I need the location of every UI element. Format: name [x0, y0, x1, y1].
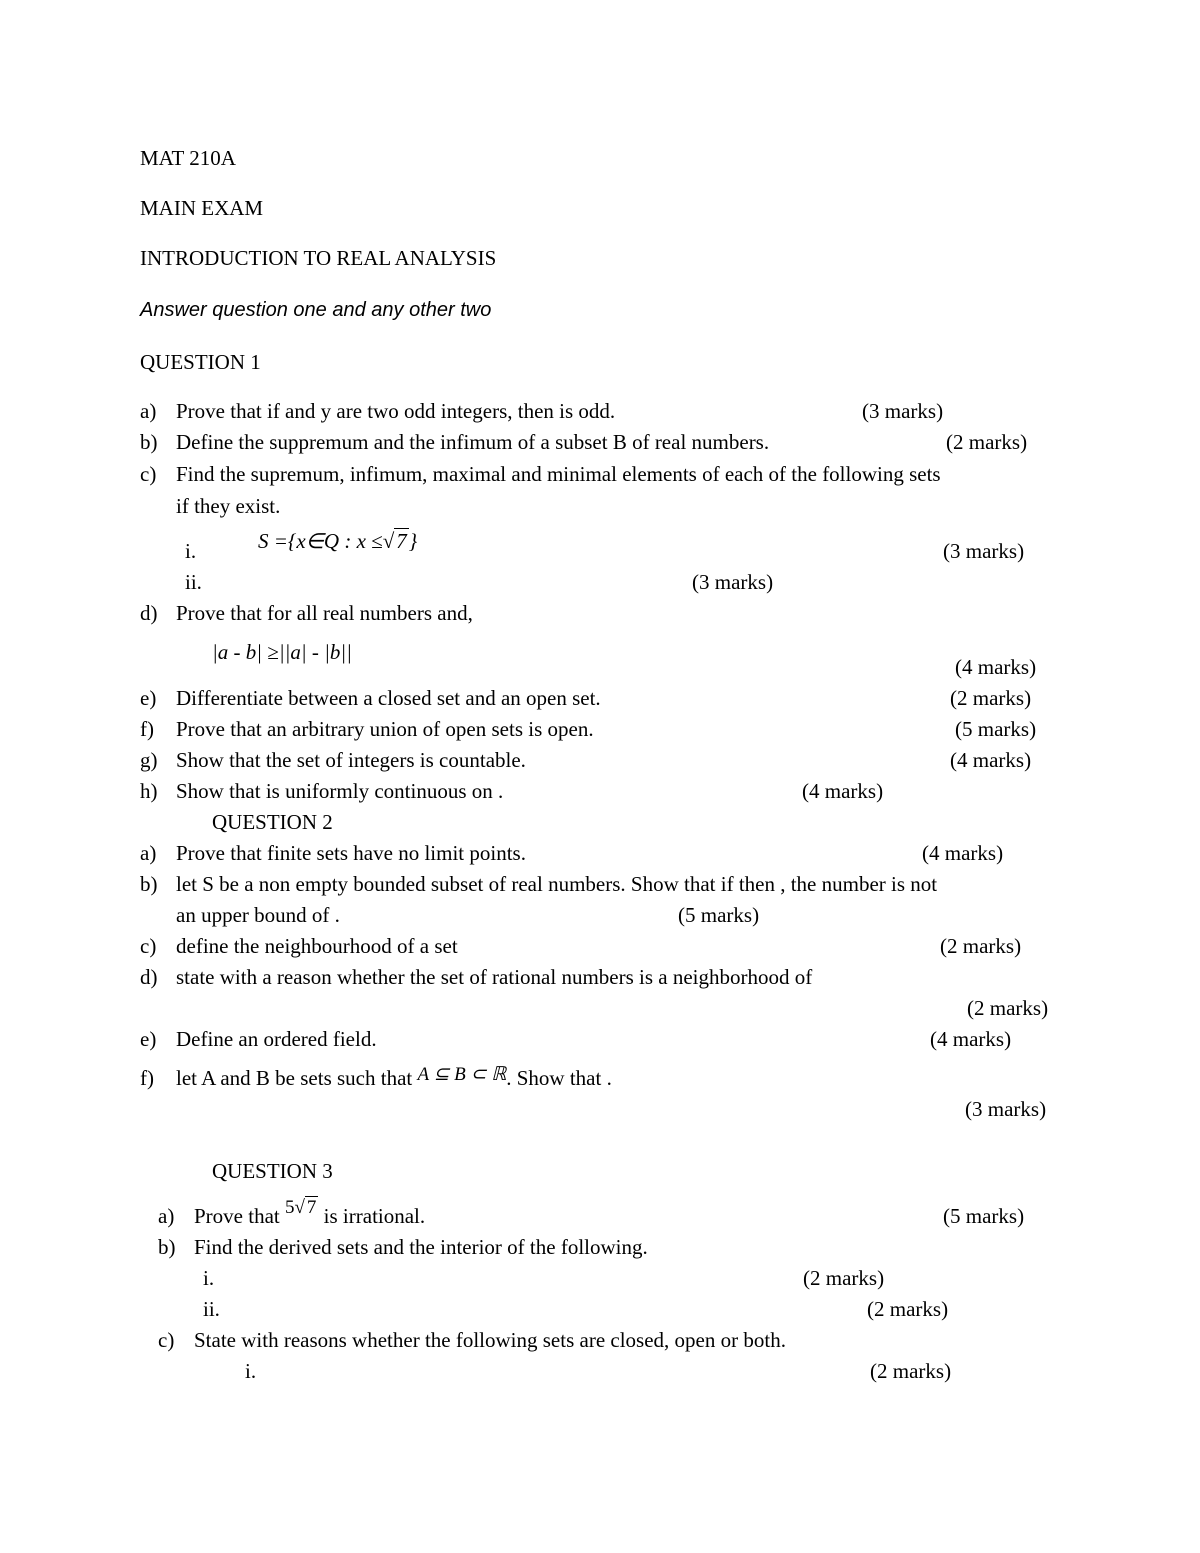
- radicand: 7: [306, 1197, 317, 1218]
- q1-d-text: Prove that for all real numbers and,: [176, 601, 473, 625]
- q1-c-text-1: Find the supremum, infimum, maximal and minimal elements of each of the following sets: [176, 462, 941, 486]
- q2-e-marks: (4 marks): [930, 1027, 1012, 1051]
- closing-brace: }: [408, 529, 418, 553]
- q2-b-label: b): [140, 872, 158, 896]
- q3-a-marks: (5 marks): [943, 1204, 1025, 1228]
- q1-f-label: f): [140, 717, 154, 741]
- q3-b-text: Find the derived sets and the interior of the following.: [194, 1235, 648, 1259]
- q1-e-label: e): [140, 686, 157, 710]
- q1-a-label: a): [140, 399, 157, 423]
- q1-g-text: Show that the set of integers is countable.: [176, 748, 526, 772]
- q2-c-text: define the neighbourhood of a set: [176, 934, 458, 958]
- q3-b-i-marks: (2 marks): [803, 1266, 885, 1290]
- q3-c-label: c): [158, 1328, 175, 1352]
- five-root-seven: [285, 1197, 318, 1218]
- q3-a-label: a): [158, 1204, 175, 1228]
- question-3-title: QUESTION 3: [212, 1159, 333, 1183]
- q1-a-marks: (3 marks): [862, 399, 944, 423]
- course-title: INTRODUCTION TO REAL ANALYSIS: [140, 246, 497, 270]
- q1-c-i-formula: [258, 528, 417, 554]
- q1-d-label: d): [140, 601, 158, 625]
- q1-c-i-label: i.: [185, 539, 197, 563]
- q1-c-ii-label: ii.: [185, 570, 202, 594]
- q3-b-i-label: i.: [203, 1266, 215, 1290]
- q3-a-line: [194, 1197, 426, 1231]
- q1-f-text: Prove that an arbitrary union of open sets is open.: [176, 717, 594, 741]
- q2-b-text-1: let S be a non empty bounded subset of real numbers. Show that if then , the number is not: [176, 872, 938, 896]
- q2-d-text: state with a reason whether the set of rational numbers is a neighborhood of: [176, 965, 813, 989]
- q2-b-marks: (5 marks): [678, 903, 760, 927]
- q1-c-i-marks: (3 marks): [943, 539, 1025, 563]
- exam-type: MAIN EXAM: [140, 196, 264, 220]
- q1-c-label: c): [140, 462, 157, 486]
- q1-h-text: Show that is uniformly continuous on .: [176, 779, 504, 803]
- q1-d-marks: (4 marks): [955, 655, 1037, 679]
- radicand: 7: [396, 529, 407, 553]
- q1-d-formula: |a - b| ≥||a| - |b||: [212, 640, 352, 664]
- q3-a-text-pre: Prove that: [194, 1204, 285, 1228]
- q2-c-label: c): [140, 934, 157, 958]
- q1-b-text: Define the suppremum and the infimum of a subset B of real numbers.: [176, 430, 770, 454]
- q1-g-marks: (4 marks): [950, 748, 1032, 772]
- course-code: MAT 210A: [140, 146, 236, 170]
- q2-a-label: a): [140, 841, 157, 865]
- square-root: √ 7: [294, 1197, 317, 1218]
- set-s-expression: S ={x∈Q : x ≤: [258, 529, 383, 553]
- q3-b-ii-marks: (2 marks): [867, 1297, 949, 1321]
- q2-f-text-pre: let A and B be sets such that: [176, 1066, 418, 1090]
- q1-h-marks: (4 marks): [802, 779, 884, 803]
- q2-f-label: f): [140, 1066, 154, 1090]
- q3-c-i-label: i.: [245, 1359, 257, 1383]
- q2-f-marks: (3 marks): [965, 1097, 1047, 1121]
- subset-formula: A ⊆ B ⊂ ℝ: [417, 1064, 507, 1085]
- instructions: Answer question one and any other two: [140, 299, 492, 321]
- q2-f-text-post: . Show that .: [506, 1066, 612, 1090]
- q2-e-label: e): [140, 1027, 157, 1051]
- q2-a-marks: (4 marks): [922, 841, 1004, 865]
- q1-c-text-2: if they exist.: [176, 494, 281, 518]
- question-1-title: QUESTION 1: [140, 350, 261, 374]
- q2-a-text: Prove that finite sets have no limit points.: [176, 841, 526, 865]
- q2-f-line: [176, 1065, 612, 1093]
- q1-b-marks: (2 marks): [946, 430, 1028, 454]
- q1-g-label: g): [140, 748, 158, 772]
- q2-b-text-2: an upper bound of .: [176, 903, 340, 927]
- q1-e-marks: (2 marks): [950, 686, 1032, 710]
- square-root: √7: [382, 529, 407, 553]
- q3-b-ii-label: ii.: [203, 1297, 220, 1321]
- q3-b-label: b): [158, 1235, 176, 1259]
- q1-c-ii-marks: (3 marks): [692, 570, 774, 594]
- q1-f-marks: (5 marks): [955, 717, 1037, 741]
- q2-c-marks: (2 marks): [940, 934, 1022, 958]
- question-2-title: QUESTION 2: [212, 810, 333, 834]
- q1-a-text: Prove that if and y are two odd integers, then is odd.: [176, 399, 616, 423]
- q2-d-label: d): [140, 965, 158, 989]
- q3-c-i-marks: (2 marks): [870, 1359, 952, 1383]
- q1-e-text: Differentiate between a closed set and an open set.: [176, 686, 601, 710]
- coefficient: 5: [284, 1197, 295, 1218]
- q2-d-marks: (2 marks): [967, 996, 1049, 1020]
- q1-h-label: h): [140, 779, 158, 803]
- q2-e-text: Define an ordered field.: [176, 1027, 377, 1051]
- q3-c-text: State with reasons whether the following sets are closed, open or both.: [194, 1328, 786, 1352]
- q3-a-text-post: is irrational.: [318, 1204, 426, 1228]
- q1-b-label: b): [140, 430, 158, 454]
